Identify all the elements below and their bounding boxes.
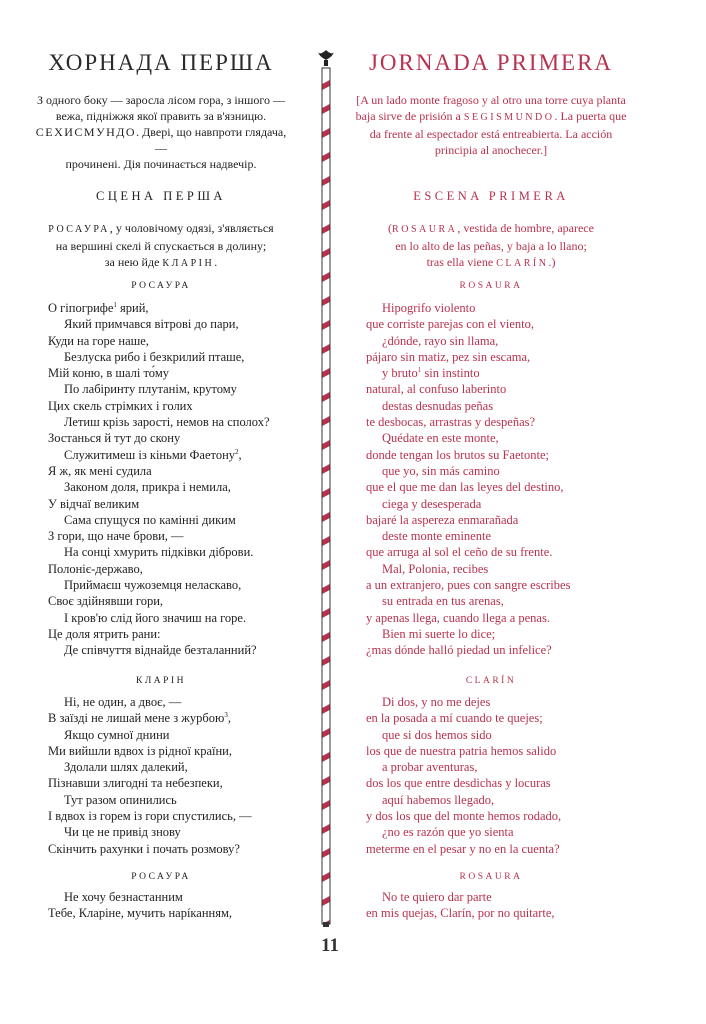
verse-line: y apenas llega, cuando llega a penas. (366, 610, 550, 625)
verse-line: Безлуска рибо і безкрилий пташе, (64, 349, 245, 364)
character-name: ROSAURA (392, 224, 458, 235)
scene-heading-ukrainian: СЦЕНА ПЕРША (96, 189, 226, 203)
verse-line: ¿no es razón que yo sienta (382, 825, 514, 840)
verse-line: destas desnudas peñas (382, 398, 494, 413)
verse-block (48, 694, 292, 857)
verse-line: Куди на горе наше, (48, 333, 149, 348)
verse-line: Зостанься й тут до скону (48, 431, 181, 446)
verse-line: bajaré la aspereza enmarañada (366, 512, 519, 527)
speaker-label: РОСАУРА (131, 281, 191, 291)
verse-line: que arruga al sol el ceño de su frente. (366, 545, 553, 560)
stage-direction-intro-spanish: [A un lado monte fragoso y al otro una torre cuya planta baja sirve de prisión a SEGISMUNDO. La puerta que da frente al espectador está entreabierta. La acción principia al anochecer.] (355, 93, 627, 157)
verse-line: Мій коню, в шалі то́му (48, 366, 169, 381)
verse-line: Пізнавши злигодні та небезпеки, (48, 776, 223, 791)
verse-line: У відчаї великим (48, 496, 140, 511)
verse-line: Сама спущуся по камінні диким (64, 512, 236, 527)
verse-line: В заїзді не лишай мене з журбою$^3$, (48, 711, 231, 726)
verse-line: І вдвох із горем із гори спустились, — (48, 809, 252, 824)
footnote-marker: 3 (224, 711, 228, 720)
page-number: 11 (321, 935, 339, 956)
verse-block (366, 889, 637, 922)
verse-line: Служитимеш із кіньми Фаетону$^2$, (64, 447, 242, 462)
character-name: РОСАУРА (48, 224, 110, 235)
verse-line: По лабіринту плутанім, крутому (64, 382, 237, 397)
verse-line: pájaro sin matiz, pez sin escama, (366, 349, 531, 364)
character-name: CLARÍN (496, 258, 549, 269)
verse-line: Quédate en este monte, (382, 431, 499, 446)
verse-line: Своє здійнявши гори, (48, 594, 164, 609)
verse-line: Тебе, Кларіне, мучить нарíканням, (48, 906, 233, 921)
verse-line: Законом доля, прикра і немила, (64, 480, 231, 495)
scene-heading-spanish: ESCENA PRIMERA (413, 189, 569, 203)
verse-line: Di dos, y no me dejes (382, 695, 491, 709)
verse-line: deste monte eminente (382, 529, 491, 544)
verse-line: donde tengan los brutos su Faetonte; (366, 447, 549, 462)
speaker-label: ROSAURA (459, 281, 523, 291)
verse-line: ¿dónde, rayo sin llama, (382, 333, 499, 348)
verse-line: Якщо сумної днини (64, 727, 170, 742)
verse-line: su entrada en tus arenas, (382, 594, 504, 609)
verse-line: meterme en el pesar y no en la cuenta? (366, 841, 560, 856)
speaker-label: КЛАРІН (136, 676, 186, 686)
verse-line: ciega y desesperada (382, 496, 482, 511)
verse-line: y dos los que del monte hemos rodado, (366, 809, 562, 824)
character-name: КЛАРІН (162, 258, 215, 269)
verse-line: Mal, Polonia, recibes (382, 561, 489, 576)
verse-block (48, 889, 292, 922)
verse-line: Летиш крізь зарості, немов на сполох? (64, 415, 270, 430)
verse-line: Полоніє-державо, (48, 561, 143, 576)
stage-direction-spanish: (ROSAURA, vestida de hombre, aparece en lo alto de las peñas, y baja a lo llano; tras ella viene CLARÍN.) (388, 221, 594, 269)
verse-line: que el que me dan las leyes del destino, (366, 480, 564, 495)
verse-line: que yo, sin más camino (382, 463, 500, 478)
verse-line: No te quiero dar parte (382, 890, 492, 904)
verse-line: Я ж, як мені судила (48, 463, 152, 478)
verse-line: que si dos hemos sido (382, 727, 492, 742)
footnote-marker: 2 (235, 447, 239, 456)
verse-line: Де співчуття віднайде безталанний? (64, 643, 257, 658)
verse-line: ¿mas dónde halló piedad un infelice? (366, 643, 552, 658)
footnote-marker: 1 (113, 300, 117, 309)
verse-line: aquí habemos llegado, (382, 792, 495, 807)
verse-line: О гіпогрифе$^1$ ярий, (48, 300, 149, 315)
verse-line: en la posada a mí cuando te quejes; (366, 711, 543, 726)
verse-line: На сонці хмурить підківки діброви. (64, 545, 254, 560)
verse-line: Bien mi suerte lo dice; (382, 626, 496, 641)
ukrainian-column (30, 0, 292, 1024)
act-title-spanish: JORNADA PRIMERA (368, 50, 614, 75)
verse-line: a probar aventuras, (382, 760, 478, 775)
verse-block (48, 300, 292, 659)
speaker-label: ROSAURA (459, 872, 523, 882)
act-title-ukrainian: ХОРНАДА ПЕРША (48, 50, 274, 75)
verse-line: te desbocas, arrastras y despeñas? (366, 415, 536, 430)
character-name: SEGISMUNDO (463, 112, 555, 123)
verse-line: Тут разом опинились (64, 792, 177, 807)
stage-direction-ukrainian: РОСАУРА, у чоловічому одязі, з'являється на вершині скелі й спускається в долину; за нею йде КЛАРІН. (48, 221, 274, 269)
verse-block (366, 694, 637, 857)
spanish-column (345, 0, 637, 1024)
verse-line: Hipogrifo violento (382, 301, 476, 315)
verse-line: que corriste parejas con el viento, (366, 317, 534, 332)
decorative-pole-ornament (317, 48, 335, 928)
verse-line: Ні, не один, а двоє, — (64, 695, 182, 709)
verse-line: en mis quejas, Clarín, por no quitarte, (366, 906, 555, 921)
verse-line: a un extranjero, pues con sangre escribes (366, 578, 571, 593)
verse-line: Який примчався вітрові до пари, (64, 317, 239, 332)
verse-line: y bruto$^1$ sin instinto (382, 366, 480, 381)
verse-line: Приймаєш чужоземця неласкаво, (64, 578, 242, 593)
verse-line: natural, al confuso laberinto (366, 382, 507, 397)
verse-block (366, 300, 637, 659)
verse-line: Ми вийшли вдвох із рідної країни, (48, 743, 232, 758)
verse-line: los que de nuestra patria hemos salido (366, 743, 557, 758)
verse-line: dos los que entre desdichas y locuras (366, 776, 551, 791)
verse-line: Цих скель стрімких і голих (48, 398, 193, 413)
speaker-label: CLARÍN (465, 676, 517, 686)
verse-line: І кров'ю слід його значиш на горе. (64, 610, 247, 625)
speaker-label: РОСАУРА (131, 872, 191, 882)
verse-line: Це доля ятрить рани: (48, 626, 161, 641)
stage-direction-intro-ukrainian: З одного боку — заросла лісом гора, з іншого — вежа, підніжжя якої править за в'язницю. СЕХИСМУНДО. Двері, що навпроти глядача, — прочинені. Дія починається надвечір. (35, 93, 287, 171)
verse-line: Чи це не привід знову (64, 825, 181, 840)
footnote-marker: 1 (417, 366, 422, 375)
verse-line: Скінчить рахунки і почать розмову? (48, 841, 240, 856)
verse-line: Здолали шлях далекий, (64, 760, 188, 775)
verse-line: Не хочу безнастанним (64, 890, 183, 904)
character-name: СЕХИСМУНДО (35, 125, 137, 139)
verse-line: З гори, що наче брови, — (48, 529, 184, 544)
